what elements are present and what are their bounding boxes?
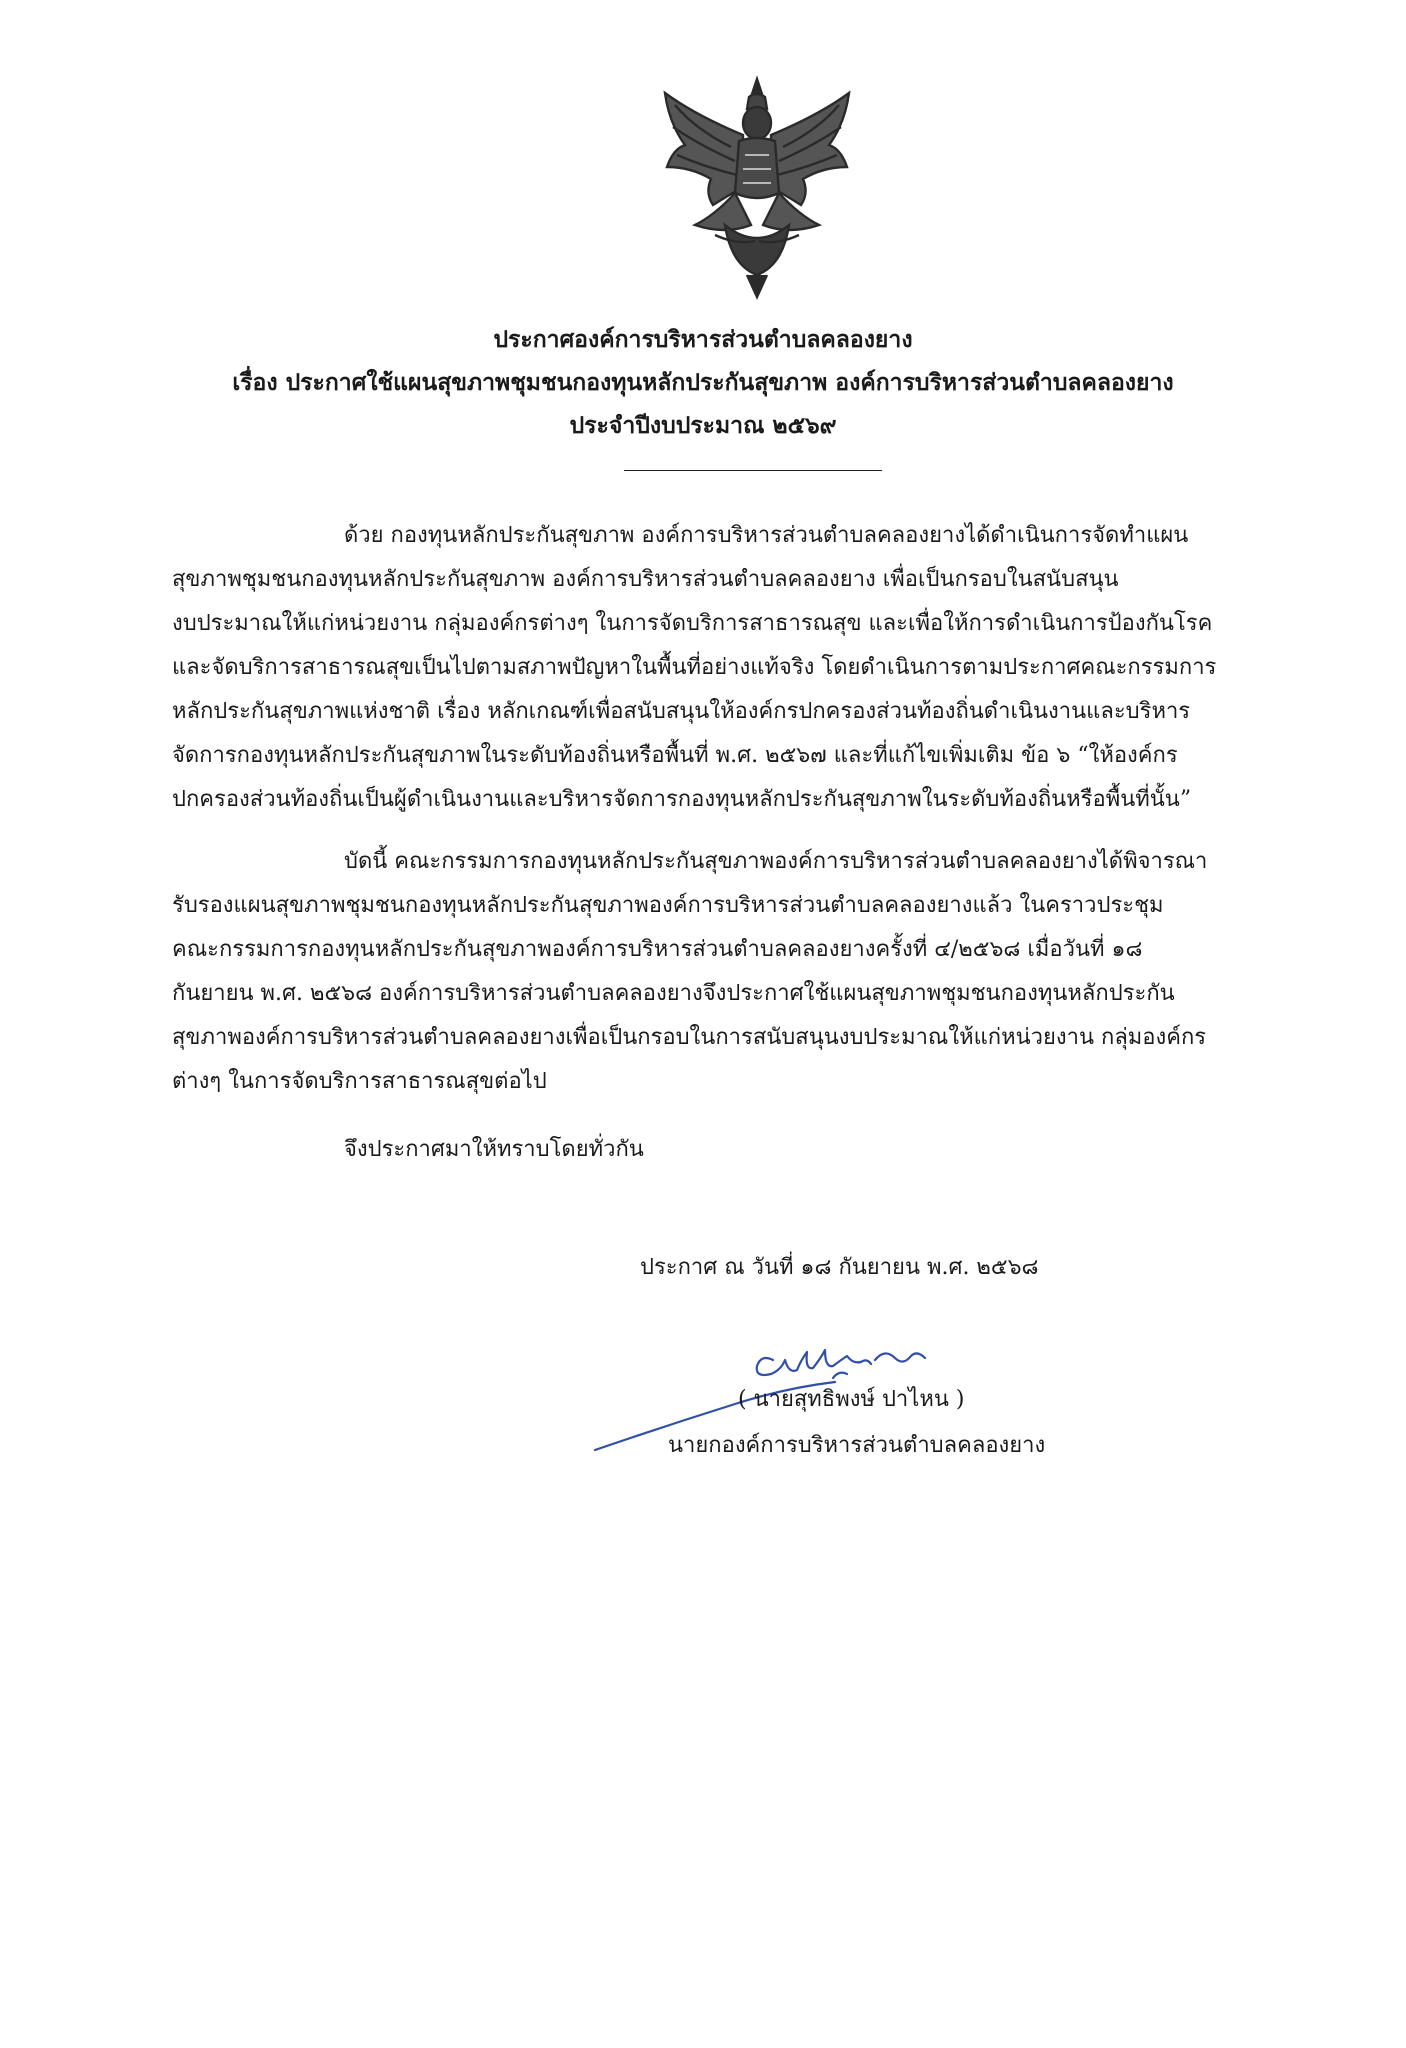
paragraph-line: ด้วย กองทุนหลักประกันสุขภาพ องค์การบริหารส่วนตำบลคลองยางได้ดำเนินการจัดทำแผน — [344, 523, 1189, 548]
body-paragraph-2 — [172, 840, 1287, 1104]
paragraph-line: สุขภาพชุมชนกองทุนหลักประกันสุขภาพ องค์การบริหารส่วนตำบลคลองยาง เพื่อเป็นกรอบในสนับสนุน — [172, 567, 1119, 592]
announcement-title: ประกาศองค์การบริหารส่วนตำบลคลองยาง — [493, 326, 913, 353]
fiscal-year-line: ประจำปีงบประมาณ ๒๕๖๙ — [569, 412, 837, 439]
paragraph-line: และจัดบริการสาธารณสุขเป็นไปตามสภาพปัญหาในพื้นที่อย่างแท้จริง โดยดำเนินการตามประกาศคณะกรรมการ — [172, 655, 1217, 680]
paragraph-line: กันยายน พ.ศ. ๒๕๖๘ องค์การบริหารส่วนตำบลคลองยางจึงประกาศใช้แผนสุขภาพชุมชนกองทุนหลักประกัน — [172, 981, 1175, 1006]
paragraph-line: หลักประกันสุขภาพแห่งชาติ เรื่อง หลักเกณฑ์เพื่อสนับสนุนให้องค์กรปกครองส่วนท้องถิ่นดำเนินงานและบริหาร — [172, 699, 1191, 724]
paragraph-line: ต่างๆ ในการจัดบริการสาธารณสุขต่อไป — [172, 1069, 547, 1094]
announcement-subject: เรื่อง ประกาศใช้แผนสุขภาพชุมชนกองทุนหลักประกันสุขภาพ องค์การบริหารส่วนตำบลคลองยาง — [232, 369, 1174, 396]
paragraph-line: ปกครองส่วนท้องถิ่นเป็นผู้ดำเนินงานและบริหารจัดการกองทุนหลักประกันสุขภาพในระดับท้องถิ่นหรือพื้นที่นั้น” — [172, 787, 1192, 812]
signer-position: นายกองค์การบริหารส่วนตำบลคลองยาง — [668, 1433, 1046, 1458]
signer-name: ( นายสุทธิพงษ์ ปาไหน ) — [738, 1387, 965, 1412]
paragraph-line: คณะกรรมการกองทุนหลักประกันสุขภาพองค์การบริหารส่วนตำบลคลองยางครั้งที่ ๔/๒๕๖๘ เมื่อวันที่ ๑๘ — [172, 937, 1143, 962]
title-divider — [624, 470, 882, 471]
paragraph-line: จัดการกองทุนหลักประกันสุขภาพในระดับท้องถิ่นหรือพื้นที่ พ.ศ. ๒๕๖๗ และที่แก้ไขเพิ่มเติม ข้อ ๖ “ให้องค์กร — [172, 743, 1178, 768]
paragraph-line: รับรองแผนสุขภาพชุมชนกองทุนหลักประกันสุขภาพองค์การบริหารส่วนตำบลคลองยางแล้ว ในคราวประชุม — [172, 893, 1164, 918]
garuda-emblem-icon — [655, 75, 860, 300]
body-paragraph-1 — [172, 514, 1287, 822]
closing-statement: จึงประกาศมาให้ทราบโดยทั่วกัน — [344, 1137, 644, 1162]
announcement-date: ประกาศ ณ วันที่ ๑๘ กันยายน พ.ศ. ๒๕๖๘ — [640, 1255, 1039, 1280]
paragraph-line: สุขภาพองค์การบริหารส่วนตำบลคลองยางเพื่อเป็นกรอบในการสนับสนุนงบประมาณให้แก่หน่วยงาน กลุ่มองค์กร — [172, 1025, 1207, 1050]
paragraph-line: งบประมาณให้แก่หน่วยงาน กลุ่มองค์กรต่างๆ ในการจัดบริการสาธารณสุข และเพื่อให้การดำเนินการป้องกันโรค — [172, 611, 1213, 636]
paragraph-line: บัดนี้ คณะกรรมการกองทุนหลักประกันสุขภาพองค์การบริหารส่วนตำบลคลองยางได้พิจารณา — [344, 849, 1208, 874]
